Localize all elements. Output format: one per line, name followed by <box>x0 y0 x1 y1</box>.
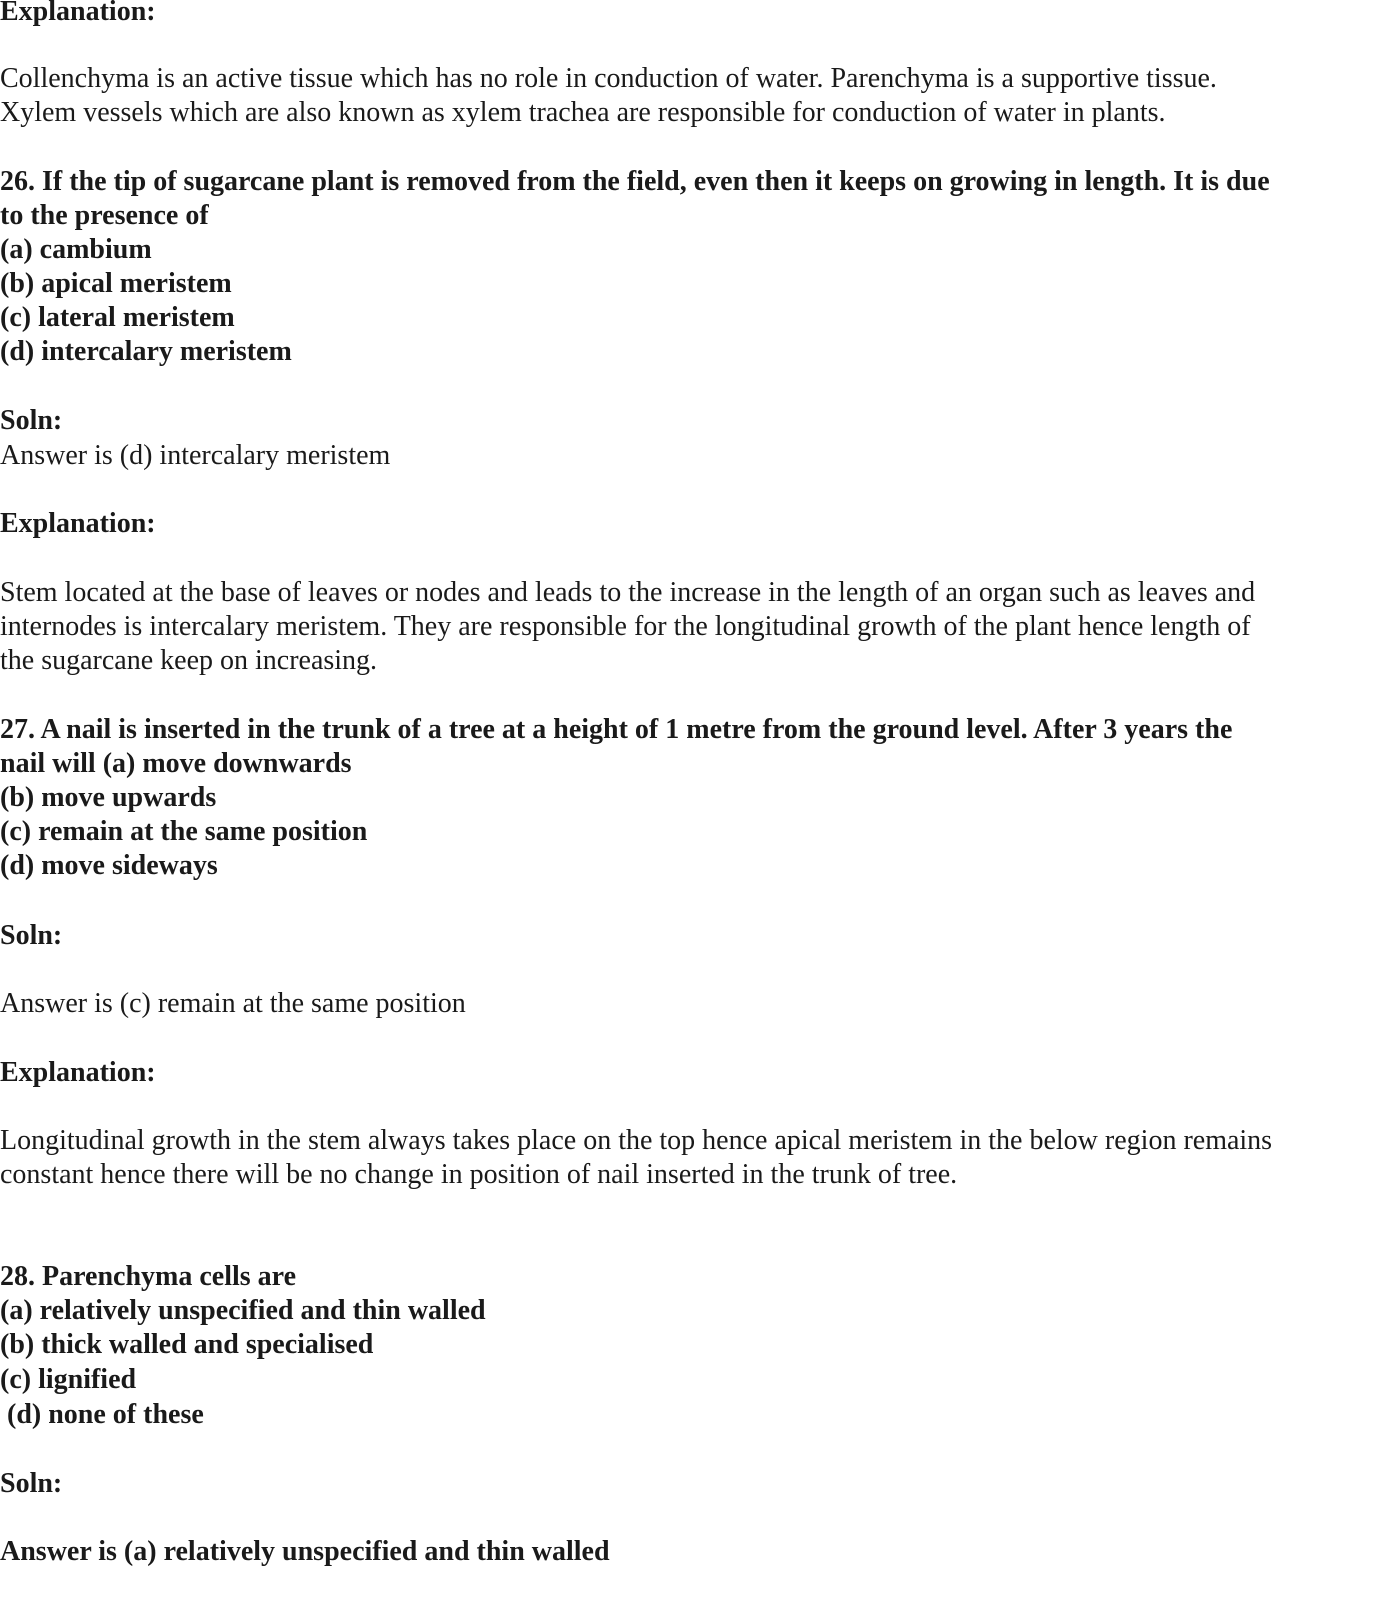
question-26-text: 26. If the tip of sugarcane plant is removed from the field, even then it keeps on growing in length. It is due <box>0 166 1270 197</box>
explanation-text: internodes is intercalary meristem. They are responsible for the longitudinal growth of the plant hence length of <box>0 611 1251 642</box>
explanation-text: Longitudinal growth in the stem always takes place on the top hence apical meristem in the below region remains <box>0 1125 1273 1156</box>
option-b: (b) move upwards <box>0 782 217 813</box>
option-d: (d) intercalary meristem <box>0 336 292 367</box>
explanation-text: constant hence there will be no change in position of nail inserted in the trunk of tree. <box>0 1159 958 1190</box>
explanation-heading: Explanation: <box>0 508 156 539</box>
option-a: (a) relatively unspecified and thin walled <box>0 1295 486 1326</box>
explanation-text: Xylem vessels which are also known as xylem trachea are responsible for conduction of water in plants. <box>0 97 1166 128</box>
option-b: (b) apical meristem <box>0 268 232 299</box>
option-d: (d) none of these <box>0 1399 204 1430</box>
question-28-text: 28. Parenchyma cells are <box>0 1261 297 1292</box>
answer-text: Answer is (c) remain at the same position <box>0 988 466 1019</box>
soln-label: Soln: <box>0 920 63 951</box>
explanation-text: the sugarcane keep on increasing. <box>0 645 378 676</box>
explanation-heading: Explanation: <box>0 0 156 27</box>
soln-label: Soln: <box>0 405 63 436</box>
option-c: (c) lignified <box>0 1364 137 1395</box>
explanation-heading: Explanation: <box>0 1057 156 1088</box>
option-b: (b) thick walled and specialised <box>0 1329 374 1360</box>
option-c: (c) remain at the same position <box>0 816 368 847</box>
question-26-text: to the presence of <box>0 200 209 231</box>
option-c: (c) lateral meristem <box>0 302 235 333</box>
question-27-text: 27. A nail is inserted in the trunk of a tree at a height of 1 metre from the ground level. After 3 years the <box>0 714 1233 745</box>
answer-text: Answer is (d) intercalary meristem <box>0 440 391 471</box>
answer-text: Answer is (a) relatively unspecified and thin walled <box>0 1536 610 1567</box>
question-27-text: nail will (a) move downwards <box>0 748 352 779</box>
option-d: (d) move sideways <box>0 850 218 881</box>
explanation-text: Stem located at the base of leaves or nodes and leads to the increase in the length of an organ such as leaves and <box>0 577 1256 608</box>
explanation-text: Collenchyma is an active tissue which has no role in conduction of water. Parenchyma is a supportive tissue. <box>0 63 1217 94</box>
option-a: (a) cambium <box>0 234 152 265</box>
soln-label: Soln: <box>0 1468 63 1499</box>
